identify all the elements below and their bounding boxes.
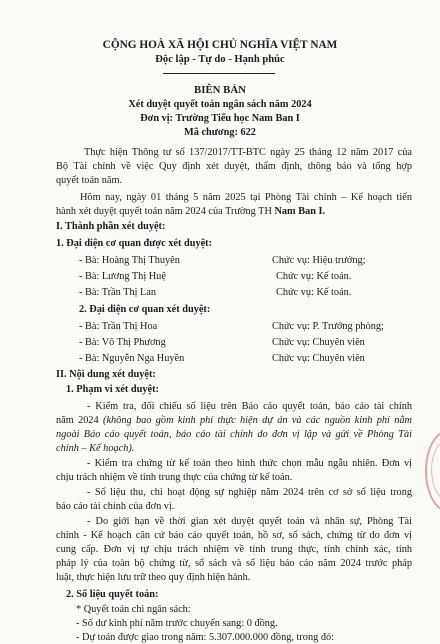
sub-heading: 2. Số liệu quyết toán: (66, 589, 159, 600)
member-role: Chức vụ: Hiệu trưởng; (272, 255, 366, 266)
limitation-line: pháp lý của toàn bộ chứng từ, sổ sách và số liệu báo cáo năm 2024 trước pháp (56, 558, 412, 569)
member-role: Chức vụ: Kế toán. (276, 287, 352, 298)
member-role: Chức vụ: Kế toán. (276, 271, 352, 282)
member-name: - Bà: Hoàng Thị Thuyên (79, 255, 180, 266)
limitation-line: chính - Kế hoạch căn cứ báo cáo quyết toán, hồ sơ, sổ sách, chứng từ do đơn vị (56, 530, 412, 541)
meeting-line (56, 205, 325, 218)
limitation-line: - Do giới hạn về thời gian xét duyệt quyết toán và nhân sự, Phòng Tài (87, 516, 412, 527)
member-name: - Bà: Võ Thị Phương (79, 337, 166, 348)
intro-line: quyết toán năm. (56, 175, 123, 186)
scope-line: - Kiểm tra, đối chiếu số liệu trên Báo cáo quyết toán, báo cáo tài chính (87, 401, 412, 412)
section-heading: I. Thành phần xét duyệt: (56, 221, 166, 232)
school-name: Nam Ban I. (274, 206, 326, 217)
scope-line (56, 414, 412, 427)
revenue-line: báo cáo tài chính của đơn vị. (56, 501, 175, 512)
document-subject: Xét duyệt quyết toán ngân sách năm 2024 (128, 99, 312, 110)
settlement-line: - Dự toán được giao trong năm: 5.307.000.000 đồng, trong đó: (76, 632, 334, 643)
sampling-line: chịu trách nhiệm về tính trung thực của chứng từ kế toán. (56, 472, 293, 483)
settlement-line: - Số dư kinh phí năm trước chuyển sang: 0 đồng. (76, 618, 278, 629)
section-heading: II. Nội dung xét duyệt: (56, 369, 156, 380)
scope-text: năm 2024 (56, 415, 104, 426)
member-role: Chức vụ: Chuyên viên (272, 353, 365, 364)
chapter-code: Mã chương: 622 (184, 127, 256, 138)
meeting-line: Hôm nay, ngày 01 tháng 5 năm 2025 tại Phòng Tài chính – Kế hoạch tiến (80, 192, 412, 203)
scope-italic: (không bao gồm kinh phí thực hiện dự án và các nguồn kinh phí nằm (103, 415, 412, 426)
scope-line: chính – Kế hoạch). (56, 443, 135, 454)
group-heading: 1. Đại diện cơ quan được xét duyệt: (56, 238, 213, 249)
intro-line: Bộ Tài chính về việc Quy định xét duyệt, thẩm định, thông báo và tổng hợp (56, 161, 412, 172)
intro-line: Thực hiện Thông tư số 137/2017/TT-BTC ngày 25 tháng 12 năm 2017 của (84, 147, 412, 158)
member-name: - Bà: Trần Thị Lan (79, 287, 157, 298)
limitation-line: cung cấp. Đơn vị tự chịu trách nhiệm về tính trung thực, tính chính xác, tính (56, 544, 412, 555)
document-type: BIÊN BẢN (194, 84, 246, 96)
member-role: Chức vụ: P. Trưởng phòng; (272, 321, 384, 332)
scope-line: ngoài Báo cáo quyết toán, báo cáo tài chính do đơn vị lập và gửi về Phòng Tài (56, 429, 412, 440)
limitation-line: luật, thực hiện lưu trữ theo quy định hiện hành. (56, 572, 251, 583)
revenue-line: - Số liệu thu, chi hoạt động sự nghiệp năm 2024 trên cơ sở số liệu trong (87, 487, 412, 498)
motto-underline (163, 73, 275, 74)
meeting-text: hành xét duyệt quyết toán năm 2024 của Trường TH (56, 206, 275, 217)
settlement-line: * Quyết toán chi ngân sách: (76, 604, 191, 615)
group-heading: 2. Đại diện cơ quan xét duyệt: (79, 304, 211, 315)
member-name: - Bà: Nguyễn Nga Huyền (79, 353, 185, 364)
sampling-line: - Kiểm tra chứng từ kế toán theo hình thức chọn mẫu ngẫu nhiên. Đơn vị (87, 458, 412, 469)
republic-heading: CỘNG HOÀ XÃ HỘI CHỦ NGHĨA VIỆT NAM (102, 39, 338, 51)
motto: Độc lập - Tự do - Hạnh phúc (155, 54, 285, 65)
unit-name: Đơn vị: Trường Tiểu học Nam Ban I (140, 113, 300, 124)
member-name: - Bà: Lương Thị Huệ (79, 271, 166, 282)
member-name: - Bà: Trần Thị Hoa (79, 321, 158, 332)
member-role: Chức vụ: Chuyên viên (272, 337, 365, 348)
sub-heading: 1. Phạm vi xét duyệt: (66, 384, 159, 395)
